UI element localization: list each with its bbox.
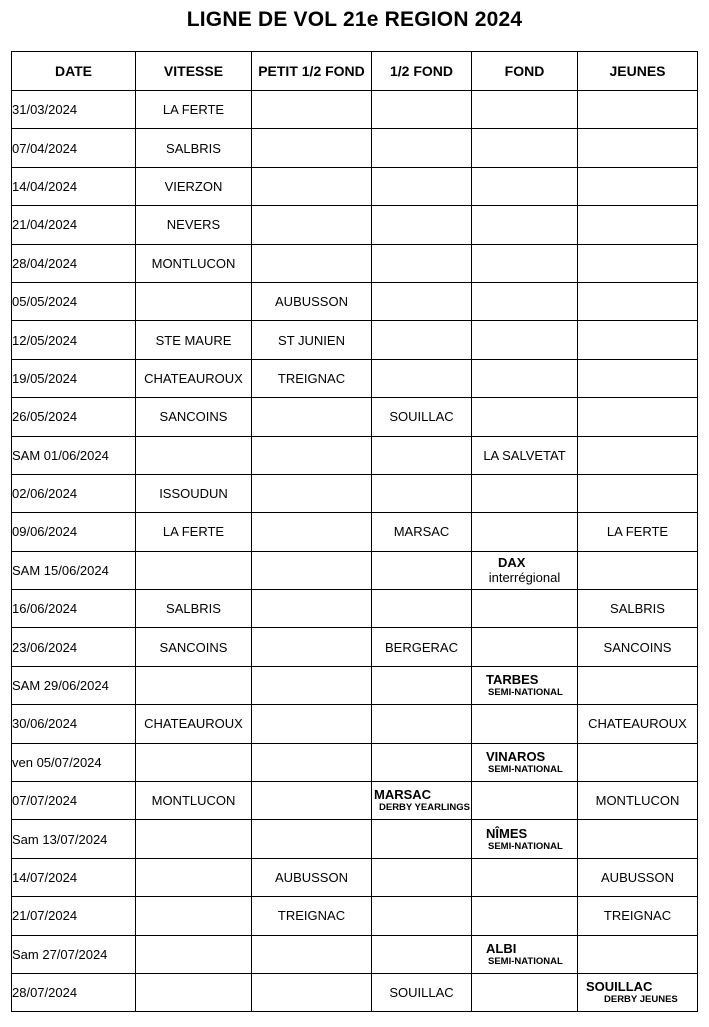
demi-fond-cell [372, 551, 472, 589]
jeunes-cell: LA FERTE [578, 513, 698, 551]
flight-schedule-table [11, 51, 698, 1012]
demi-fond-cell [372, 858, 472, 896]
fond-cell [472, 935, 578, 973]
date-cell: 21/04/2024 [12, 206, 136, 244]
fond-cell [472, 91, 578, 129]
race-category-note: SEMI-NATIONAL [488, 687, 563, 699]
jeunes-cell: CHATEAUROUX [578, 705, 698, 743]
table-row [12, 398, 698, 436]
vitesse-cell: CHATEAUROUX [136, 705, 252, 743]
race-destination: NÎMES [486, 825, 528, 841]
demi-fond-cell [372, 282, 472, 320]
petit-demi-fond-cell [252, 590, 372, 628]
jeunes-cell [578, 167, 698, 205]
table-row [12, 628, 698, 666]
date-cell: 14/04/2024 [12, 167, 136, 205]
jeunes-cell [578, 743, 698, 781]
table-row [12, 244, 698, 282]
jeunes-cell [578, 973, 698, 1011]
jeunes-cell: SALBRIS [578, 590, 698, 628]
fond-cell [472, 206, 578, 244]
table-row [12, 590, 698, 628]
table-row [12, 513, 698, 551]
date-cell: 05/05/2024 [12, 282, 136, 320]
petit-demi-fond-cell [252, 513, 372, 551]
jeunes-cell: SANCOINS [578, 628, 698, 666]
date-cell: 26/05/2024 [12, 398, 136, 436]
petit-demi-fond-cell [252, 206, 372, 244]
vitesse-cell [136, 743, 252, 781]
fond-cell [472, 973, 578, 1011]
jeunes-cell [578, 282, 698, 320]
fond-cell [472, 551, 578, 589]
jeunes-cell: AUBUSSON [578, 858, 698, 896]
table-row [12, 359, 698, 397]
date-cell: 28/07/2024 [12, 973, 136, 1011]
jeunes-cell [578, 91, 698, 129]
vitesse-cell [136, 858, 252, 896]
demi-fond-cell [372, 91, 472, 129]
demi-fond-cell [372, 359, 472, 397]
date-cell: 07/07/2024 [12, 782, 136, 820]
race-category-note: SEMI-NATIONAL [488, 955, 563, 967]
race-destination: TARBES [486, 672, 539, 688]
column-header-petit-demi-fond: PETIT 1/2 FOND [252, 52, 372, 91]
fond-cell [472, 705, 578, 743]
demi-fond-cell [372, 129, 472, 167]
fond-cell [472, 858, 578, 896]
table-row [12, 436, 698, 474]
date-cell: 16/06/2024 [12, 590, 136, 628]
jeunes-cell [578, 666, 698, 704]
petit-demi-fond-cell: TREIGNAC [252, 359, 372, 397]
date-cell: 23/06/2024 [12, 628, 136, 666]
petit-demi-fond-cell: AUBUSSON [252, 282, 372, 320]
date-cell: 21/07/2024 [12, 897, 136, 935]
table-row [12, 666, 698, 704]
race-category-note: DERBY YEARLINGS [379, 802, 470, 814]
race-destination: SOUILLAC [586, 979, 653, 995]
vitesse-cell: SANCOINS [136, 398, 252, 436]
fond-cell [472, 590, 578, 628]
vitesse-cell [136, 935, 252, 973]
petit-demi-fond-cell [252, 743, 372, 781]
date-cell: SAM 29/06/2024 [12, 666, 136, 704]
table-row [12, 206, 698, 244]
date-cell: SAM 15/06/2024 [12, 551, 136, 589]
demi-fond-cell [372, 743, 472, 781]
vitesse-cell [136, 820, 252, 858]
petit-demi-fond-cell [252, 398, 372, 436]
table-row [12, 820, 698, 858]
jeunes-cell [578, 474, 698, 512]
fond-cell [472, 513, 578, 551]
jeunes-cell [578, 436, 698, 474]
date-cell: SAM 01/06/2024 [12, 436, 136, 474]
fond-cell [472, 474, 578, 512]
vitesse-cell: MONTLUCON [136, 244, 252, 282]
date-cell: Sam 13/07/2024 [12, 820, 136, 858]
fond-cell [472, 167, 578, 205]
fond-cell: LA SALVETAT [472, 436, 578, 474]
table-row [12, 782, 698, 820]
demi-fond-cell [372, 820, 472, 858]
demi-fond-cell [372, 935, 472, 973]
fond-cell [472, 359, 578, 397]
demi-fond-cell: MARSAC [372, 513, 472, 551]
jeunes-cell [578, 820, 698, 858]
demi-fond-cell [372, 590, 472, 628]
demi-fond-cell [372, 474, 472, 512]
date-cell: 30/06/2024 [12, 705, 136, 743]
date-cell: Sam 27/07/2024 [12, 935, 136, 973]
vitesse-cell: CHATEAUROUX [136, 359, 252, 397]
date-cell: 02/06/2024 [12, 474, 136, 512]
vitesse-cell [136, 551, 252, 589]
date-cell: 12/05/2024 [12, 321, 136, 359]
race-destination: VINAROS [486, 748, 546, 764]
demi-fond-cell [372, 321, 472, 359]
table-row [12, 91, 698, 129]
date-cell: 31/03/2024 [12, 91, 136, 129]
petit-demi-fond-cell [252, 666, 372, 704]
petit-demi-fond-cell [252, 91, 372, 129]
date-cell: 14/07/2024 [12, 858, 136, 896]
demi-fond-cell [372, 705, 472, 743]
vitesse-cell: NEVERS [136, 206, 252, 244]
column-header-jeunes: JEUNES [578, 52, 698, 91]
date-cell: 09/06/2024 [12, 513, 136, 551]
jeunes-cell: MONTLUCON [578, 782, 698, 820]
demi-fond-cell [372, 206, 472, 244]
vitesse-cell: VIERZON [136, 167, 252, 205]
race-category-note: interrégional [488, 569, 561, 585]
petit-demi-fond-cell [252, 820, 372, 858]
petit-demi-fond-cell [252, 129, 372, 167]
vitesse-cell: MONTLUCON [136, 782, 252, 820]
vitesse-cell: ISSOUDUN [136, 474, 252, 512]
vitesse-cell [136, 897, 252, 935]
table-row [12, 474, 698, 512]
petit-demi-fond-cell [252, 244, 372, 282]
petit-demi-fond-cell [252, 436, 372, 474]
fond-cell [472, 244, 578, 282]
jeunes-cell: TREIGNAC [578, 897, 698, 935]
demi-fond-cell: SOUILLAC [372, 973, 472, 1011]
petit-demi-fond-cell [252, 935, 372, 973]
demi-fond-cell [372, 167, 472, 205]
demi-fond-cell: SOUILLAC [372, 398, 472, 436]
race-category-note: SEMI-NATIONAL [488, 840, 563, 852]
column-header-vitesse: VITESSE [136, 52, 252, 91]
vitesse-cell: LA FERTE [136, 513, 252, 551]
table-row [12, 897, 698, 935]
fond-cell [472, 398, 578, 436]
vitesse-cell [136, 436, 252, 474]
date-cell: 07/04/2024 [12, 129, 136, 167]
race-destination: MARSAC [374, 787, 432, 803]
jeunes-cell [578, 129, 698, 167]
petit-demi-fond-cell: ST JUNIEN [252, 321, 372, 359]
jeunes-cell [578, 551, 698, 589]
vitesse-cell: SALBRIS [136, 590, 252, 628]
petit-demi-fond-cell [252, 782, 372, 820]
table-row [12, 705, 698, 743]
race-category-note: SEMI-NATIONAL [488, 763, 563, 775]
fond-cell [472, 820, 578, 858]
petit-demi-fond-cell [252, 628, 372, 666]
demi-fond-cell [372, 436, 472, 474]
race-destination: ALBI [486, 940, 517, 956]
vitesse-cell: LA FERTE [136, 91, 252, 129]
petit-demi-fond-cell [252, 551, 372, 589]
vitesse-cell [136, 282, 252, 320]
table-row [12, 282, 698, 320]
fond-cell [472, 666, 578, 704]
fond-cell [472, 321, 578, 359]
vitesse-cell: STE MAURE [136, 321, 252, 359]
column-header-date: DATE [12, 52, 136, 91]
vitesse-cell [136, 666, 252, 704]
jeunes-cell [578, 398, 698, 436]
column-header-fond: FOND [472, 52, 578, 91]
fond-cell [472, 628, 578, 666]
jeunes-cell [578, 206, 698, 244]
petit-demi-fond-cell: TREIGNAC [252, 897, 372, 935]
petit-demi-fond-cell [252, 167, 372, 205]
table-row [12, 935, 698, 973]
petit-demi-fond-cell: AUBUSSON [252, 858, 372, 896]
demi-fond-cell [372, 897, 472, 935]
page-title: LIGNE DE VOL 21e REGION 2024 [186, 8, 523, 31]
fond-cell [472, 282, 578, 320]
demi-fond-cell [372, 244, 472, 282]
table-row [12, 743, 698, 781]
column-header-demi-fond: 1/2 FOND [372, 52, 472, 91]
table-row [12, 321, 698, 359]
date-cell: 19/05/2024 [12, 359, 136, 397]
race-destination: DAX [498, 554, 526, 570]
jeunes-cell [578, 244, 698, 282]
fond-cell [472, 129, 578, 167]
table-row [12, 129, 698, 167]
fond-cell [472, 782, 578, 820]
demi-fond-cell [372, 666, 472, 704]
race-category-note: DERBY JEUNES [604, 994, 678, 1006]
table-header-row [12, 52, 698, 91]
petit-demi-fond-cell [252, 474, 372, 512]
table-row [12, 973, 698, 1011]
vitesse-cell [136, 973, 252, 1011]
petit-demi-fond-cell [252, 705, 372, 743]
vitesse-cell: SANCOINS [136, 628, 252, 666]
petit-demi-fond-cell [252, 973, 372, 1011]
jeunes-cell [578, 935, 698, 973]
table-row [12, 551, 698, 589]
jeunes-cell [578, 359, 698, 397]
fond-cell [472, 897, 578, 935]
date-cell: 28/04/2024 [12, 244, 136, 282]
demi-fond-cell [372, 782, 472, 820]
vitesse-cell: SALBRIS [136, 129, 252, 167]
fond-cell [472, 743, 578, 781]
jeunes-cell [578, 321, 698, 359]
date-cell: ven 05/07/2024 [12, 743, 136, 781]
table-row [12, 167, 698, 205]
demi-fond-cell: BERGERAC [372, 628, 472, 666]
table-row [12, 858, 698, 896]
